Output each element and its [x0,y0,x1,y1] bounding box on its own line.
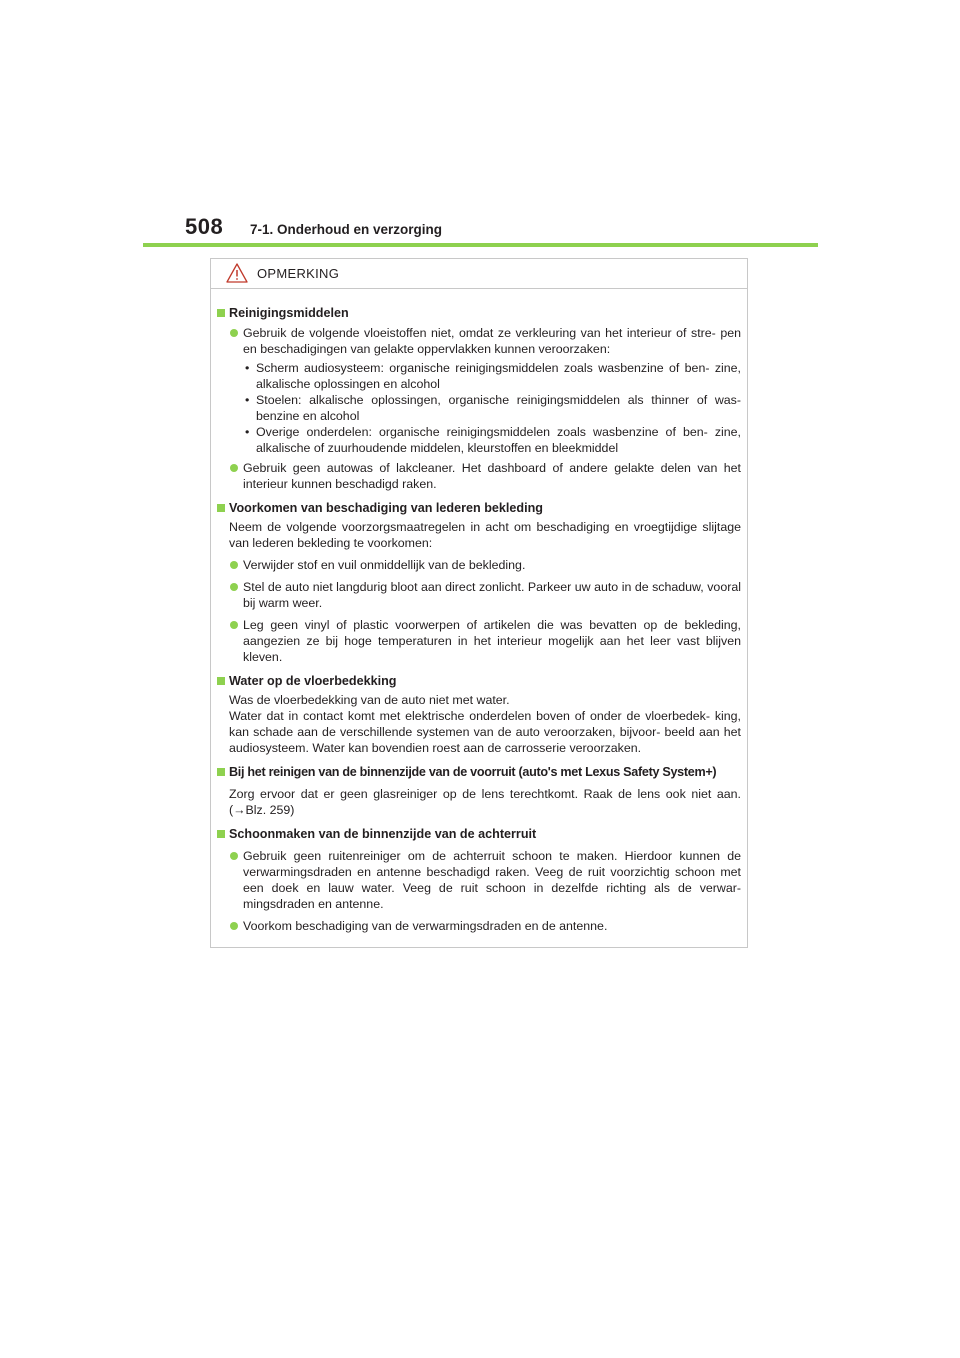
notice-header [211,259,747,289]
list-item [217,557,741,573]
list-item [217,918,741,934]
list-item [217,617,741,665]
notice-body [211,289,747,934]
list-item-text: Verwijder stof en vuil onmiddellijk van de bekleding. [243,558,526,572]
section-leather-protection [217,500,741,516]
sub-list-item-text: Overige onderdelen: organische reinigingsmiddelen zoals wasbenzine of ben- zine, alkalische of zuurhoudende middelen, kleurstoffen en bleekmiddel [256,425,741,455]
section-marker-icon [217,768,225,776]
list-item-text: Gebruik geen ruitenreiniger om de achterruit schoon te maken. Hierdoor kunnen de verwarmingsdraden en antenne beschadigd raken. Veeg de ruit voorzichtig schoon met een doek en lauw water. Veeg de ruit schoon in dezelfde richting als de verwar- mingsdraden en antenne. [243,849,741,911]
sub-list-item [217,424,741,456]
list-item-text: Stel de auto niet langdurig bloot aan direct zonlicht. Parkeer uw auto in de schaduw, vooral bij warm weer. [243,580,741,610]
list-item [217,460,741,492]
sub-bullet-icon: • [245,361,250,375]
bullet-icon [230,464,238,472]
sub-list-item [217,392,741,424]
page-header [0,0,960,250]
list-item-text: Gebruik geen autowas of lakcleaner. Het dashboard of andere gelakte delen van het interieur kunnen beschadigd raken. [243,461,741,491]
bullet-icon [230,561,238,569]
warning-triangle-icon [226,263,248,283]
notice-title: OPMERKING [257,266,340,281]
section-marker-icon [217,309,225,317]
bullet-icon [230,583,238,591]
section-title: Voorkomen van beschadiging van lederen bekleding [229,501,543,515]
section-water-on-carpet [217,673,741,689]
section-rear-window-cleaning [217,826,741,842]
header-rule [143,243,818,247]
section-title: Bij het reinigen van de binnenzijde van de voorruit (auto's met Lexus Safety System+) [229,765,717,779]
bullet-icon [230,329,238,337]
section-marker-icon [217,504,225,512]
list-item [217,579,741,611]
section-cleaning-agents [217,305,741,321]
section-title: Reinigingsmiddelen [229,306,349,320]
sub-bullet-icon: • [245,425,250,439]
bullet-icon [230,621,238,629]
sub-list-item-text: Scherm audiosysteem: organische reinigingsmiddelen zoals wasbenzine of ben- zine, alkalische oplossingen en alcohol [256,361,741,391]
section-paragraph: Neem de volgende voorzorgsmaatregelen in acht om beschadiging en vroegtijdige slijtage van lederen bekleding te voorkomen: [229,520,741,550]
list-item-text: Voorkom beschadiging van de verwarmingsdraden en de antenne. [243,919,608,933]
notice-box [210,258,748,948]
list-item-text: Gebruik de volgende vloeistoffen niet, omdat ze verkleuring van het interieur of stre- pen en beschadigingen van gelakte oppervlakken kunnen veroorzaken: [243,326,741,356]
section-title: Water op de vloerbedekking [229,674,397,688]
section-paragraph: Zorg ervoor dat er geen glasreiniger op de lens terechtkomt. Raak de lens ook niet aan. (→Blz. 259) [229,787,741,817]
section-windshield-cleaning [217,764,741,780]
sub-bullet-icon: • [245,393,250,407]
page-number: 508 [185,214,224,239]
list-item [217,325,741,357]
chapter-title: 7-1. Onderhoud en verzorging [250,222,443,237]
bullet-icon [230,922,238,930]
section-title: Schoonmaken van de binnenzijde van de achterruit [229,827,537,841]
list-item [217,848,741,912]
bullet-icon [230,852,238,860]
section-paragraph: Water dat in contact komt met elektrische onderdelen boven of onder de vloerbedek- king, kan schade aan de verschillende systemen van de auto veroorzaken, bijvoor- beeld aan het audiosysteem. Water kan bovendien roest aan de carrosserie veroorzaken. [229,709,741,755]
sub-list-item [217,360,741,392]
section-marker-icon [217,830,225,838]
sub-list-item-text: Stoelen: alkalische oplossingen, organische reinigingsmiddelen als thinner of was- benzine en alcohol [256,393,741,423]
list-item-text: Leg geen vinyl of plastic voorwerpen of artikelen die was bevatten op de bekleding, aangezien ze bij hoge temperaturen in het interieur mogelijk aan het leer vast blijven kleven. [243,618,741,664]
section-paragraph: Was de vloerbedekking van de auto niet met water. [229,693,510,707]
section-marker-icon [217,677,225,685]
